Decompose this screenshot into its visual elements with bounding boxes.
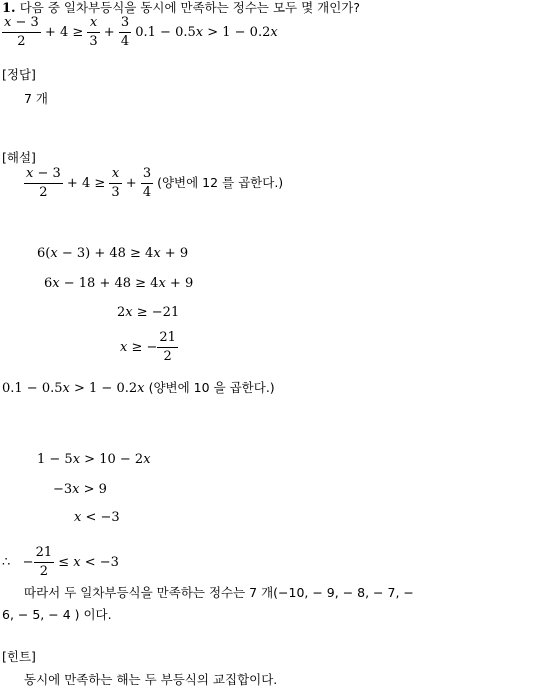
fraction: $\frac{x}{3}$ bbox=[89, 15, 98, 49]
derivation-2-step-3: x < −3 bbox=[74, 510, 120, 525]
problem-line bbox=[2, 2, 360, 15]
solution-second-inequality: 0.1 − 0.5x > 1 − 0.2x (양변에 10 을 곱한다.) bbox=[2, 380, 275, 396]
problem-inequalities: $\frac{x - 3}{2}$ + 4 ≥ $\frac{x}{3}$ + $\frac{3}{4}$ 0.1 − 0.5x > 1 − 0.2x bbox=[4, 15, 278, 49]
fraction: $\frac{3}{4}$ bbox=[142, 166, 152, 200]
derivation-1-step-2: 6x − 18 + 48 ≥ 4x + 9 bbox=[44, 276, 194, 291]
solution-note-1: (양변에 12 를 곱한다.) bbox=[157, 174, 284, 190]
problem-question: 다음 중 일차부등식을 동시에 만족하는 정수는 모두 몇 개인가? bbox=[19, 0, 361, 15]
fraction: $\frac{x - 3}{2}$ bbox=[26, 166, 61, 200]
derivation-1-step-3: 2x ≥ −21 bbox=[117, 305, 180, 320]
therefore-line: ∴ − $\frac{21}{2}$ ≤ x < −3 bbox=[2, 545, 119, 579]
derivation-1-step-1: 6(x − 3) + 48 ≥ 4x + 9 bbox=[37, 246, 189, 261]
fraction: $\frac{3}{4}$ bbox=[120, 15, 130, 49]
fraction: $\frac{x - 3}{2}$ bbox=[4, 15, 39, 49]
derivation-2-step-1: 1 − 5x > 10 − 2x bbox=[37, 452, 151, 467]
hint-header: [힌트] bbox=[2, 649, 36, 664]
derivation-2-step-2: −3x > 9 bbox=[53, 482, 107, 497]
conclusion-line-2: 6, − 5, − 4 ) 이다. bbox=[2, 607, 112, 622]
problem-number: 1. bbox=[2, 1, 16, 16]
fraction: $\frac{x}{3}$ bbox=[111, 166, 120, 200]
answer-text: 7 개 bbox=[24, 91, 49, 106]
conclusion-line-1: 따라서 두 일차부등식을 만족하는 정수는 7 개(−10, − 9, − 8, − 7, − bbox=[24, 585, 414, 600]
fraction: $\frac{21}{2}$ bbox=[35, 545, 53, 579]
solution-header: [해설] bbox=[2, 150, 36, 165]
hint-text: 동시에 만족하는 해는 두 부등식의 교집합이다. bbox=[24, 672, 278, 687]
solution-note-2: (양변에 10 을 곱한다.) bbox=[148, 380, 275, 396]
fraction: $\frac{21}{2}$ bbox=[159, 330, 176, 364]
answer-header: [정답] bbox=[2, 67, 36, 82]
solution-first-inequality: $\frac{x - 3}{2}$ + 4 ≥ $\frac{x}{3}$ + $\frac{3}{4}$ (양변에 12 를 곱한다.) bbox=[26, 166, 284, 200]
derivation-1-step-4: x ≥ − $\frac{21}{2}$ bbox=[120, 330, 176, 364]
